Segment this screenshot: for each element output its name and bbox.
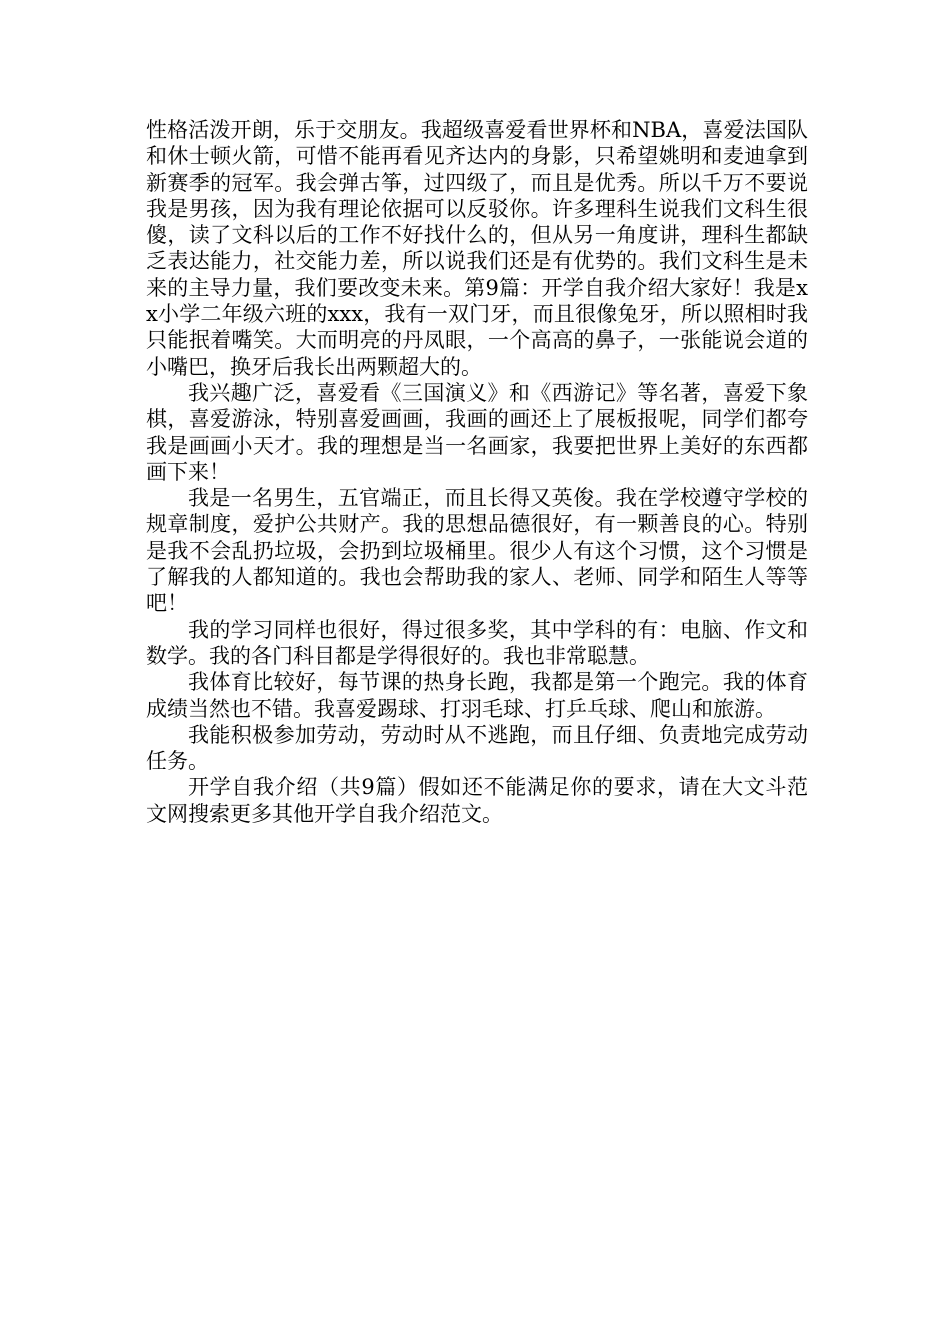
paragraph-4: 我的学习同样也很好，得过很多奖，其中学科的有：电脑、作文和数学。我的各门科目都是学得很好的。我也非常聪慧。 bbox=[146, 617, 808, 668]
paragraph-2: 我兴趣广泛，喜爱看《三国演义》和《西游记》等名著，喜爱下象棋，喜爱游泳，特别喜爱画画，我画的画还上了展板报呢，同学们都夸我是画画小天才。我的理想是当一名画家，我要把世界上美好的东西都画下来！ bbox=[146, 380, 808, 484]
paragraph-1: 性格活泼开朗，乐于交朋友。我超级喜爱看世界杯和NBA，喜爱法国队和休士顿火箭，可惜不能再看见齐达内的身影，只希望姚明和麦迪拿到新赛季的冠军。我会弹古筝，过四级了，而且是优秀。所以千万不要说我是男孩，因为我有理论依据可以反驳你。许多理科生说我们文科生很傻，读了文科以后的工作不好找什么的，但从另一角度讲，理科生都缺乏表达能力，社交能力差，所以说我们还是有优势的。我们文科生是未来的主导力量，我们要改变未来。第9篇：开学自我介绍大家好！我是xx小学二年级六班的xxx，我有一双门牙，而且很像兔牙，所以照相时我只能抿着嘴笑。大而明亮的丹凤眼，一个高高的鼻子，一张能说会道的小嘴巴，换牙后我长出两颗超大的。 bbox=[146, 118, 808, 379]
paragraph-3: 我是一名男生，五官端正，而且长得又英俊。我在学校遵守学校的规章制度，爱护公共财产。我的思想品德很好，有一颗善良的心。特别是我不会乱扔垃圾，会扔到垃圾桶里。很少人有这个习惯，这个习惯是了解我的人都知道的。我也会帮助我的家人、老师、同学和陌生人等等吧！ bbox=[146, 486, 808, 616]
paragraph-6: 我能积极参加劳动，劳动时从不逃跑，而且仔细、负责地完成劳动任务。 bbox=[146, 722, 808, 774]
document-body bbox=[146, 117, 808, 827]
paragraph-5: 我体育比较好，每节课的热身长跑，我都是第一个跑完。我的体育成绩当然也不错。我喜爱踢球、打羽毛球、打乒乓球、爬山和旅游。 bbox=[146, 670, 808, 721]
paragraph-7: 开学自我介绍（共9篇）假如还不能满足你的要求，请在大文斗范文网搜索更多其他开学自我介绍范文。 bbox=[146, 775, 808, 826]
